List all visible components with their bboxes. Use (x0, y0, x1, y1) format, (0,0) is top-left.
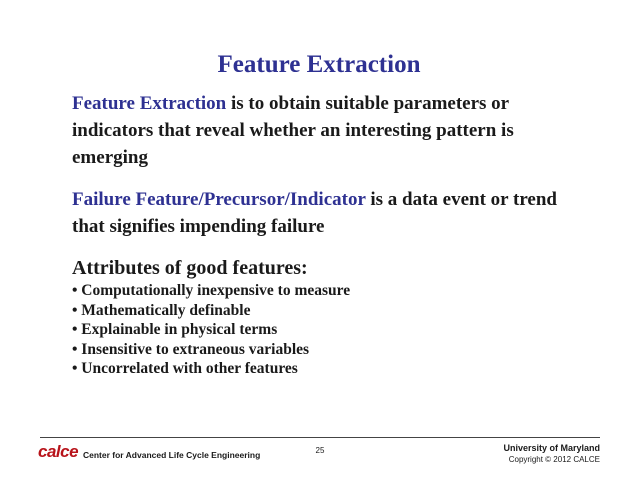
definition-feature-extraction (72, 90, 592, 171)
list-item: • Mathematically definable (72, 301, 251, 319)
definition-text: is a data event or trend that signifies impending failure (72, 189, 557, 237)
university-name: University of Maryland (503, 443, 600, 453)
copyright-notice: Copyright © 2012 CALCE (508, 455, 600, 464)
center-name: Center for Advanced Life Cycle Engineering (83, 450, 261, 460)
definition-failure-feature (72, 186, 592, 240)
definition-text: is to obtain suitable parameters or indicators that reveal whether an interesting pattern is emerging (72, 93, 514, 168)
attributes-list (72, 281, 350, 379)
list-item: • Explainable in physical terms (72, 321, 278, 338)
footer-divider (40, 437, 600, 438)
list-item: • Computationally inexpensive to measure (72, 282, 351, 299)
term-feature-extraction: Feature Extraction (72, 93, 227, 114)
slide-title: Feature Extraction (217, 51, 421, 78)
calce-logo: calce (38, 442, 79, 461)
list-item: • Uncorrelated with other features (72, 360, 298, 377)
term-failure-feature: Failure Feature/Precursor/Indicator (72, 189, 366, 210)
attributes-heading: Attributes of good features: (72, 257, 308, 279)
page-number: 25 (315, 446, 325, 455)
list-item: • Insensitive to extraneous variables (72, 340, 310, 358)
